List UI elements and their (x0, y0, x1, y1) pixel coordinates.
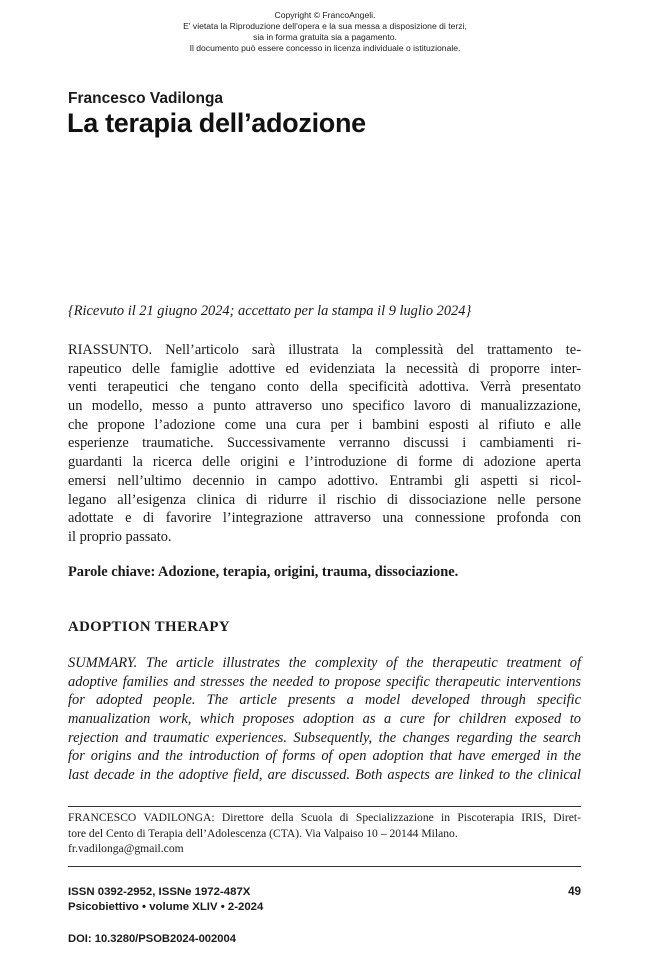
footnote-line: FRANCESCO VADILONGA: Direttore della Scuola di Specializzazione in Piscoterapia IRIS, Diret- (68, 811, 581, 824)
summary-line: rejection and traumatic experiences. Subsequently, the changes regarding the search (68, 729, 581, 746)
journal-info (68, 885, 263, 915)
abstract-line: emersi nell’ultimo decennio in campo adottivo. Entrambi gli aspetti si ricol- (68, 472, 581, 489)
keywords: Parole chiave: Adozione, terapia, origini, trauma, dissociazione. (68, 564, 459, 580)
abstract-italian (68, 341, 581, 547)
footnote-divider (68, 806, 581, 807)
copyright-line: sia in forma gratuita sia a pagamento. (253, 32, 397, 42)
abstract-line: venti terapeutici che tengano conto della specificità adottiva. Verrà presentato (68, 379, 581, 396)
abstract-line: il proprio passato. (68, 528, 172, 545)
copyright-line: Il documento può essere concesso in licenza individuale o istituzionale. (189, 43, 461, 53)
summary-line: last decade in the adoptive field, are discussed. Both aspects are linked to the clinical (68, 767, 581, 784)
page-number: 49 (568, 885, 581, 898)
abstract-line: legano all’esigenza clinica di ridurre il rischio di dissociazione nelle persone (68, 491, 581, 508)
footnote-line: tore del Cento di Terapia dell’Adolescenza (CTA). Via Valpaiso 10 – 20144 Milano. (68, 826, 458, 840)
summary-line: manualization work, which proposes adoption as a cure for children exposed to (68, 711, 581, 728)
article-title: La terapia dell’adozione (67, 108, 366, 138)
abstract-line: un modello, messo a punto attraverso uno specifico lavoro di manualizzazione, (68, 398, 581, 415)
doi: DOI: 10.3280/PSOB2024-002004 (68, 933, 236, 945)
abstract-line: adottate e di favorire l’integrazione attraverso una connessione profonda con (68, 510, 581, 527)
summary-line: for origins and the introduction of forms of open adoption that have emerged in the (68, 748, 581, 765)
abstract-line: esperienze traumatiche. Successivamente verranno discussi i cambiamenti ri- (68, 435, 581, 452)
author-name: Francesco Vadilonga (68, 90, 224, 107)
english-title: ADOPTION THERAPY (68, 619, 230, 635)
abstract-line: che propone l’adozione come una cura per i bambini esposti al rifiuto e alle (68, 416, 581, 433)
issn-line: ISSN 0392-2952, ISSNe 1972-487X (68, 886, 251, 898)
journal-volume: Psicobiettivo • volume XLIV • 2-2024 (68, 901, 264, 913)
copyright-notice (0, 10, 650, 54)
copyright-line: E' vietata la Riproduzione dell'opera e la sua messa a disposizione di terzi, (183, 21, 467, 31)
summary-english (68, 654, 581, 785)
footnote-bottom-divider (68, 866, 581, 867)
copyright-line: Copyright © FrancoAngeli. (274, 10, 376, 20)
summary-line: adoptive families and stresses the needed to propose specific therapeutic interventions (68, 673, 581, 690)
abstract-line: rapeutico delle famiglie adottive ed evidenziata la necessità di proporre inter- (68, 360, 581, 377)
summary-line: SUMMARY. The article illustrates the complexity of the therapeutic treatment of (68, 655, 581, 671)
summary-line: for adopted people. The article presents a model developed through specific (68, 692, 581, 709)
abstract-line: RIASSUNTO. Nell’articolo sarà illustrata la complessità del trattamento te- (68, 342, 581, 358)
author-email: fr.vadilonga@gmail.com (68, 842, 184, 855)
author-footnote (68, 810, 581, 857)
abstract-line: guardanti la ricerca delle origini e l’introduzione di forme di adozione aperta (68, 454, 581, 471)
received-dates: {Ricevuto il 21 giugno 2024; accettato per la stampa il 9 luglio 2024} (68, 303, 472, 319)
